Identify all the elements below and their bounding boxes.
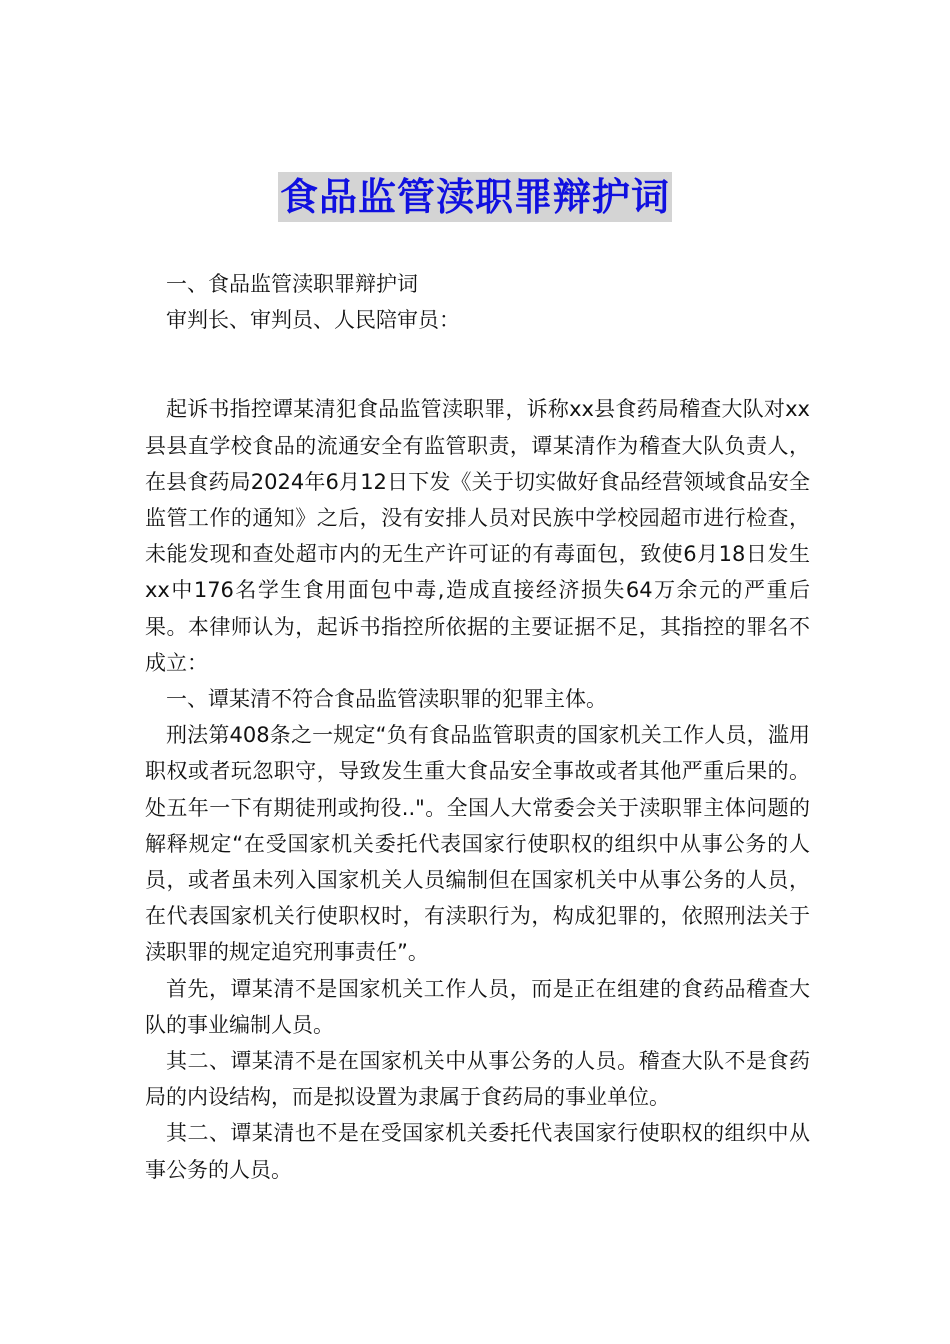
document-body	[145, 266, 810, 1188]
blank-line	[145, 338, 810, 391]
salutation: 审判长、审判员、人民陪审员：	[166, 308, 460, 333]
paragraph-indictment: 起诉书指控谭某清犯食品监管渎职罪，诉称xx县食药局稽查大队对xx县县直学校食品的流通安全有监管职责，谭某清作为稽查大队负责人，在县食药局2024年6月12日下发《关于切实做好食品经营领域食品安全监管工作的通知》之后，没有安排人员对民族中学校园超市进行检查，未能发现和查处超市内的无生产许可证的有毒面包，致使6月18日发生xx中176名学生食用面包中毒,造成直接经济损失64万余元的严重后果。本律师认为，起诉书指控所依据的主要证据不足，其指控的罪名不成立：	[145, 397, 810, 675]
section-heading: 一、食品监管渎职罪辩护词	[166, 272, 418, 296]
paragraph-point-one: 一、谭某清不符合食品监管渎职罪的犯罪主体。	[166, 687, 607, 712]
paragraph-criminal-law: 刑法第408条之一规定“负有食品监管职责的国家机关工作人员，滥用职权或者玩忽职守，导致发生重大食品安全事故或者其他严重后果的。处五年一下有期徒刑或拘役.."。全国人大常委会关于渎职罪主体问题的解释规定“在受国家机关委托代表国家行使职权的组织中从事公务的人员，或者虽未列入国家机关人员编制但在国家机关中从事公务的人员，在代表国家机关行使职权时，有渎职行为，构成犯罪的，依照刑法关于渎职罪的规定追究刑事责任”。	[145, 723, 810, 965]
title-container	[0, 172, 950, 222]
paragraph-second: 其二、谭某清不是在国家机关中从事公务的人员。稽查大队不是食药局的内设结构，而是拟设置为隶属于食药局的事业单位。	[145, 1049, 810, 1110]
paragraph-first: 首先，谭某清不是国家机关工作人员，而是正在组建的食药品稽查大队的事业编制人员。	[145, 976, 810, 1037]
document-title: 食品监管渎职罪辩护词	[278, 172, 672, 222]
paragraph-third: 其二、谭某清也不是在受国家机关委托代表国家行使职权的组织中从事公务的人员。	[145, 1121, 810, 1182]
